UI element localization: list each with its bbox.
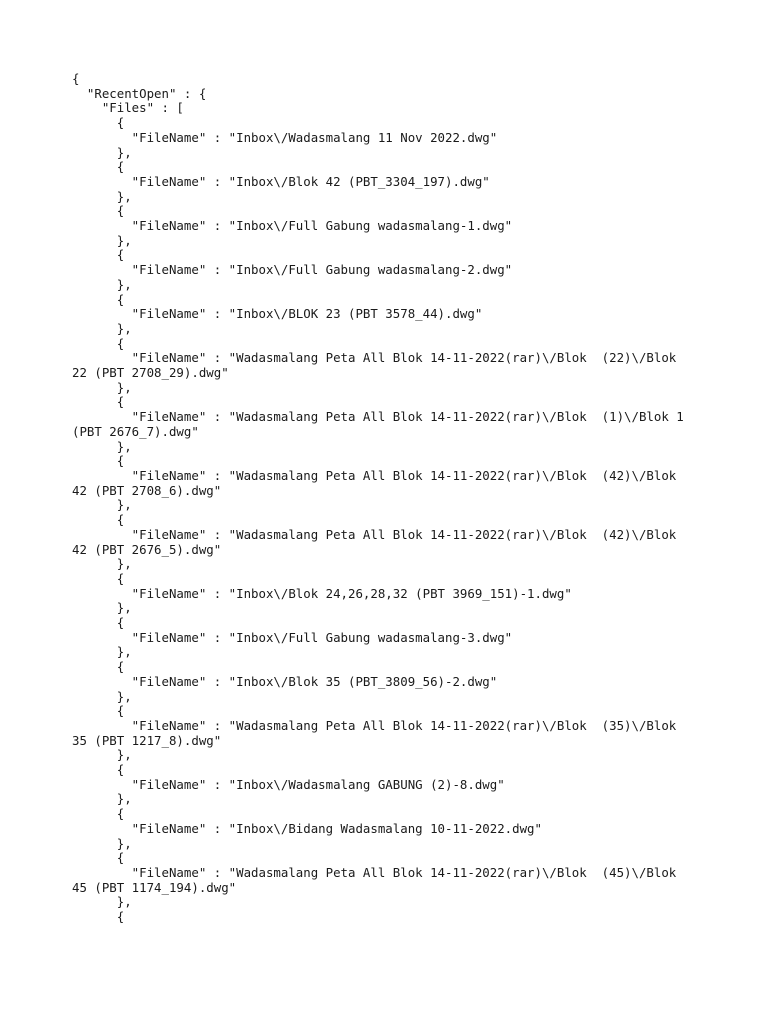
text-line: },	[72, 556, 132, 572]
text-line: "FileName" : "Inbox\/Full Gabung wadasmalang-2.dwg"	[72, 262, 513, 278]
text-line: },	[72, 188, 132, 204]
text-line: },	[72, 688, 132, 704]
text-line: "FileName" : "Wadasmalang Peta All Blok 14-11-2022(rar)\/Blok (1)\/Blok 1	[72, 409, 684, 425]
text-line: 22 (PBT 2708_29).dwg"	[72, 365, 229, 381]
text-line: "FileName" : "Inbox\/Full Gabung wadasmalang-1.dwg"	[72, 218, 513, 234]
text-line: {	[72, 453, 125, 469]
text-line: {	[72, 850, 125, 866]
text-line: {	[72, 909, 125, 925]
text-line: {	[72, 394, 125, 410]
text-line: {	[72, 71, 80, 86]
text-line: "FileName" : "Wadasmalang Peta All Blok 14-11-2022(rar)\/Blok (45)\/Blok	[72, 864, 677, 880]
text-line: {	[72, 291, 125, 307]
json-document	[72, 72, 696, 925]
text-line: "FileName" : "Inbox\/Blok 42 (PBT_3304_197).dwg"	[72, 173, 490, 189]
text-line: {	[72, 703, 125, 719]
text-line: {	[72, 762, 125, 778]
text-line: },	[72, 144, 132, 160]
text-line: "Files" : [	[72, 100, 184, 116]
text-line: },	[72, 379, 132, 395]
text-line: 45 (PBT 1174_194).dwg"	[72, 879, 237, 895]
text-line: },	[72, 835, 132, 851]
text-line: "FileName" : "Wadasmalang Peta All Blok 14-11-2022(rar)\/Blok (35)\/Blok	[72, 717, 677, 733]
text-line: 42 (PBT 2676_5).dwg"	[72, 541, 222, 557]
text-line: {	[72, 806, 125, 822]
text-line: "FileName" : "Inbox\/BLOK 23 (PBT 3578_44).dwg"	[72, 306, 483, 322]
text-line: {	[72, 203, 125, 219]
text-line: },	[72, 276, 132, 292]
text-line: "FileName" : "Inbox\/Wadasmalang 11 Nov 2022.dwg"	[72, 129, 498, 145]
text-line: "FileName" : "Inbox\/Blok 35 (PBT_3809_56)-2.dwg"	[72, 673, 498, 689]
text-line: "FileName" : "Wadasmalang Peta All Blok 14-11-2022(rar)\/Blok (42)\/Blok	[72, 467, 677, 483]
text-line: {	[72, 615, 125, 631]
text-line: {	[72, 570, 125, 586]
text-line: {	[72, 659, 125, 675]
text-line: },	[72, 438, 132, 454]
text-line: },	[72, 600, 132, 616]
text-line: },	[72, 791, 132, 807]
text-line: {	[72, 512, 125, 528]
text-line: 42 (PBT 2708_6).dwg"	[72, 482, 222, 498]
text-line: },	[72, 320, 132, 336]
text-line: "FileName" : "Inbox\/Blok 24,26,28,32 (PBT 3969_151)-1.dwg"	[72, 585, 572, 601]
text-line: {	[72, 247, 125, 263]
text-line: "FileName" : "Wadasmalang Peta All Blok 14-11-2022(rar)\/Blok (22)\/Blok	[72, 350, 677, 366]
text-line: },	[72, 644, 132, 660]
text-line: (PBT 2676_7).dwg"	[72, 423, 199, 439]
text-line: "FileName" : "Inbox\/Bidang Wadasmalang 10-11-2022.dwg"	[72, 820, 542, 836]
text-line: "FileName" : "Inbox\/Full Gabung wadasmalang-3.dwg"	[72, 629, 513, 645]
text-line: "FileName" : "Inbox\/Wadasmalang GABUNG (2)-8.dwg"	[72, 776, 505, 792]
text-line: },	[72, 497, 132, 513]
text-line: {	[72, 159, 125, 175]
text-line: {	[72, 335, 125, 351]
text-line: "RecentOpen" : {	[72, 85, 207, 101]
text-line: },	[72, 894, 132, 910]
text-line: },	[72, 232, 132, 248]
text-line: },	[72, 747, 132, 763]
text-line: 35 (PBT 1217_8).dwg"	[72, 732, 222, 748]
text-line: "FileName" : "Wadasmalang Peta All Blok 14-11-2022(rar)\/Blok (42)\/Blok	[72, 526, 677, 542]
text-line: {	[72, 115, 125, 131]
